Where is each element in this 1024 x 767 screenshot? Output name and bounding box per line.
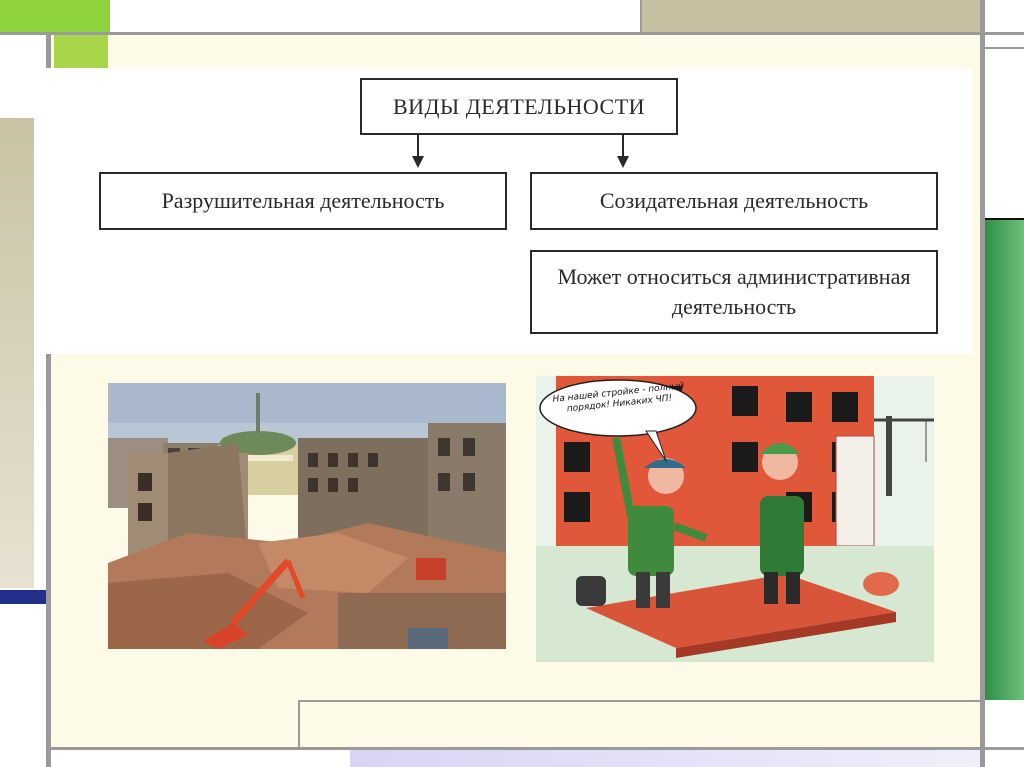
destructive-activity-box — [99, 172, 507, 230]
arrow-line — [622, 135, 624, 157]
administrative-activity-box — [530, 250, 938, 334]
creative-activity-label: Созидательная деятельность — [599, 188, 869, 213]
decor-right-green-bar — [985, 220, 1024, 700]
decor-left-bar — [0, 118, 34, 588]
demolition-photo — [108, 383, 506, 649]
diagram-title-box — [360, 78, 678, 135]
decor-green-block — [0, 0, 110, 32]
decor-khaki-block — [642, 0, 980, 32]
arrow-down-icon — [617, 156, 629, 168]
cartoon-speech-bubble: На нашей стройке - полный порядок! Никаких ЧП! — [552, 381, 685, 415]
diagram-title: ВИДЫ ДЕЯТЕЛЬНОСТИ — [392, 93, 646, 119]
administrative-activity-label: Может относиться административная деятельность — [557, 264, 911, 319]
arrow-line — [417, 135, 419, 157]
construction-cartoon — [536, 376, 934, 662]
arrow-down-icon — [412, 156, 424, 168]
decor-lavender-bar — [350, 750, 980, 767]
destructive-activity-label: Разрушительная деятельность — [161, 188, 445, 213]
decor-bottom-box — [298, 700, 980, 747]
activity-types-diagram — [34, 68, 972, 354]
creative-activity-box — [530, 172, 938, 230]
decor-blue-bar — [0, 590, 46, 604]
decor-green-square — [54, 35, 108, 68]
